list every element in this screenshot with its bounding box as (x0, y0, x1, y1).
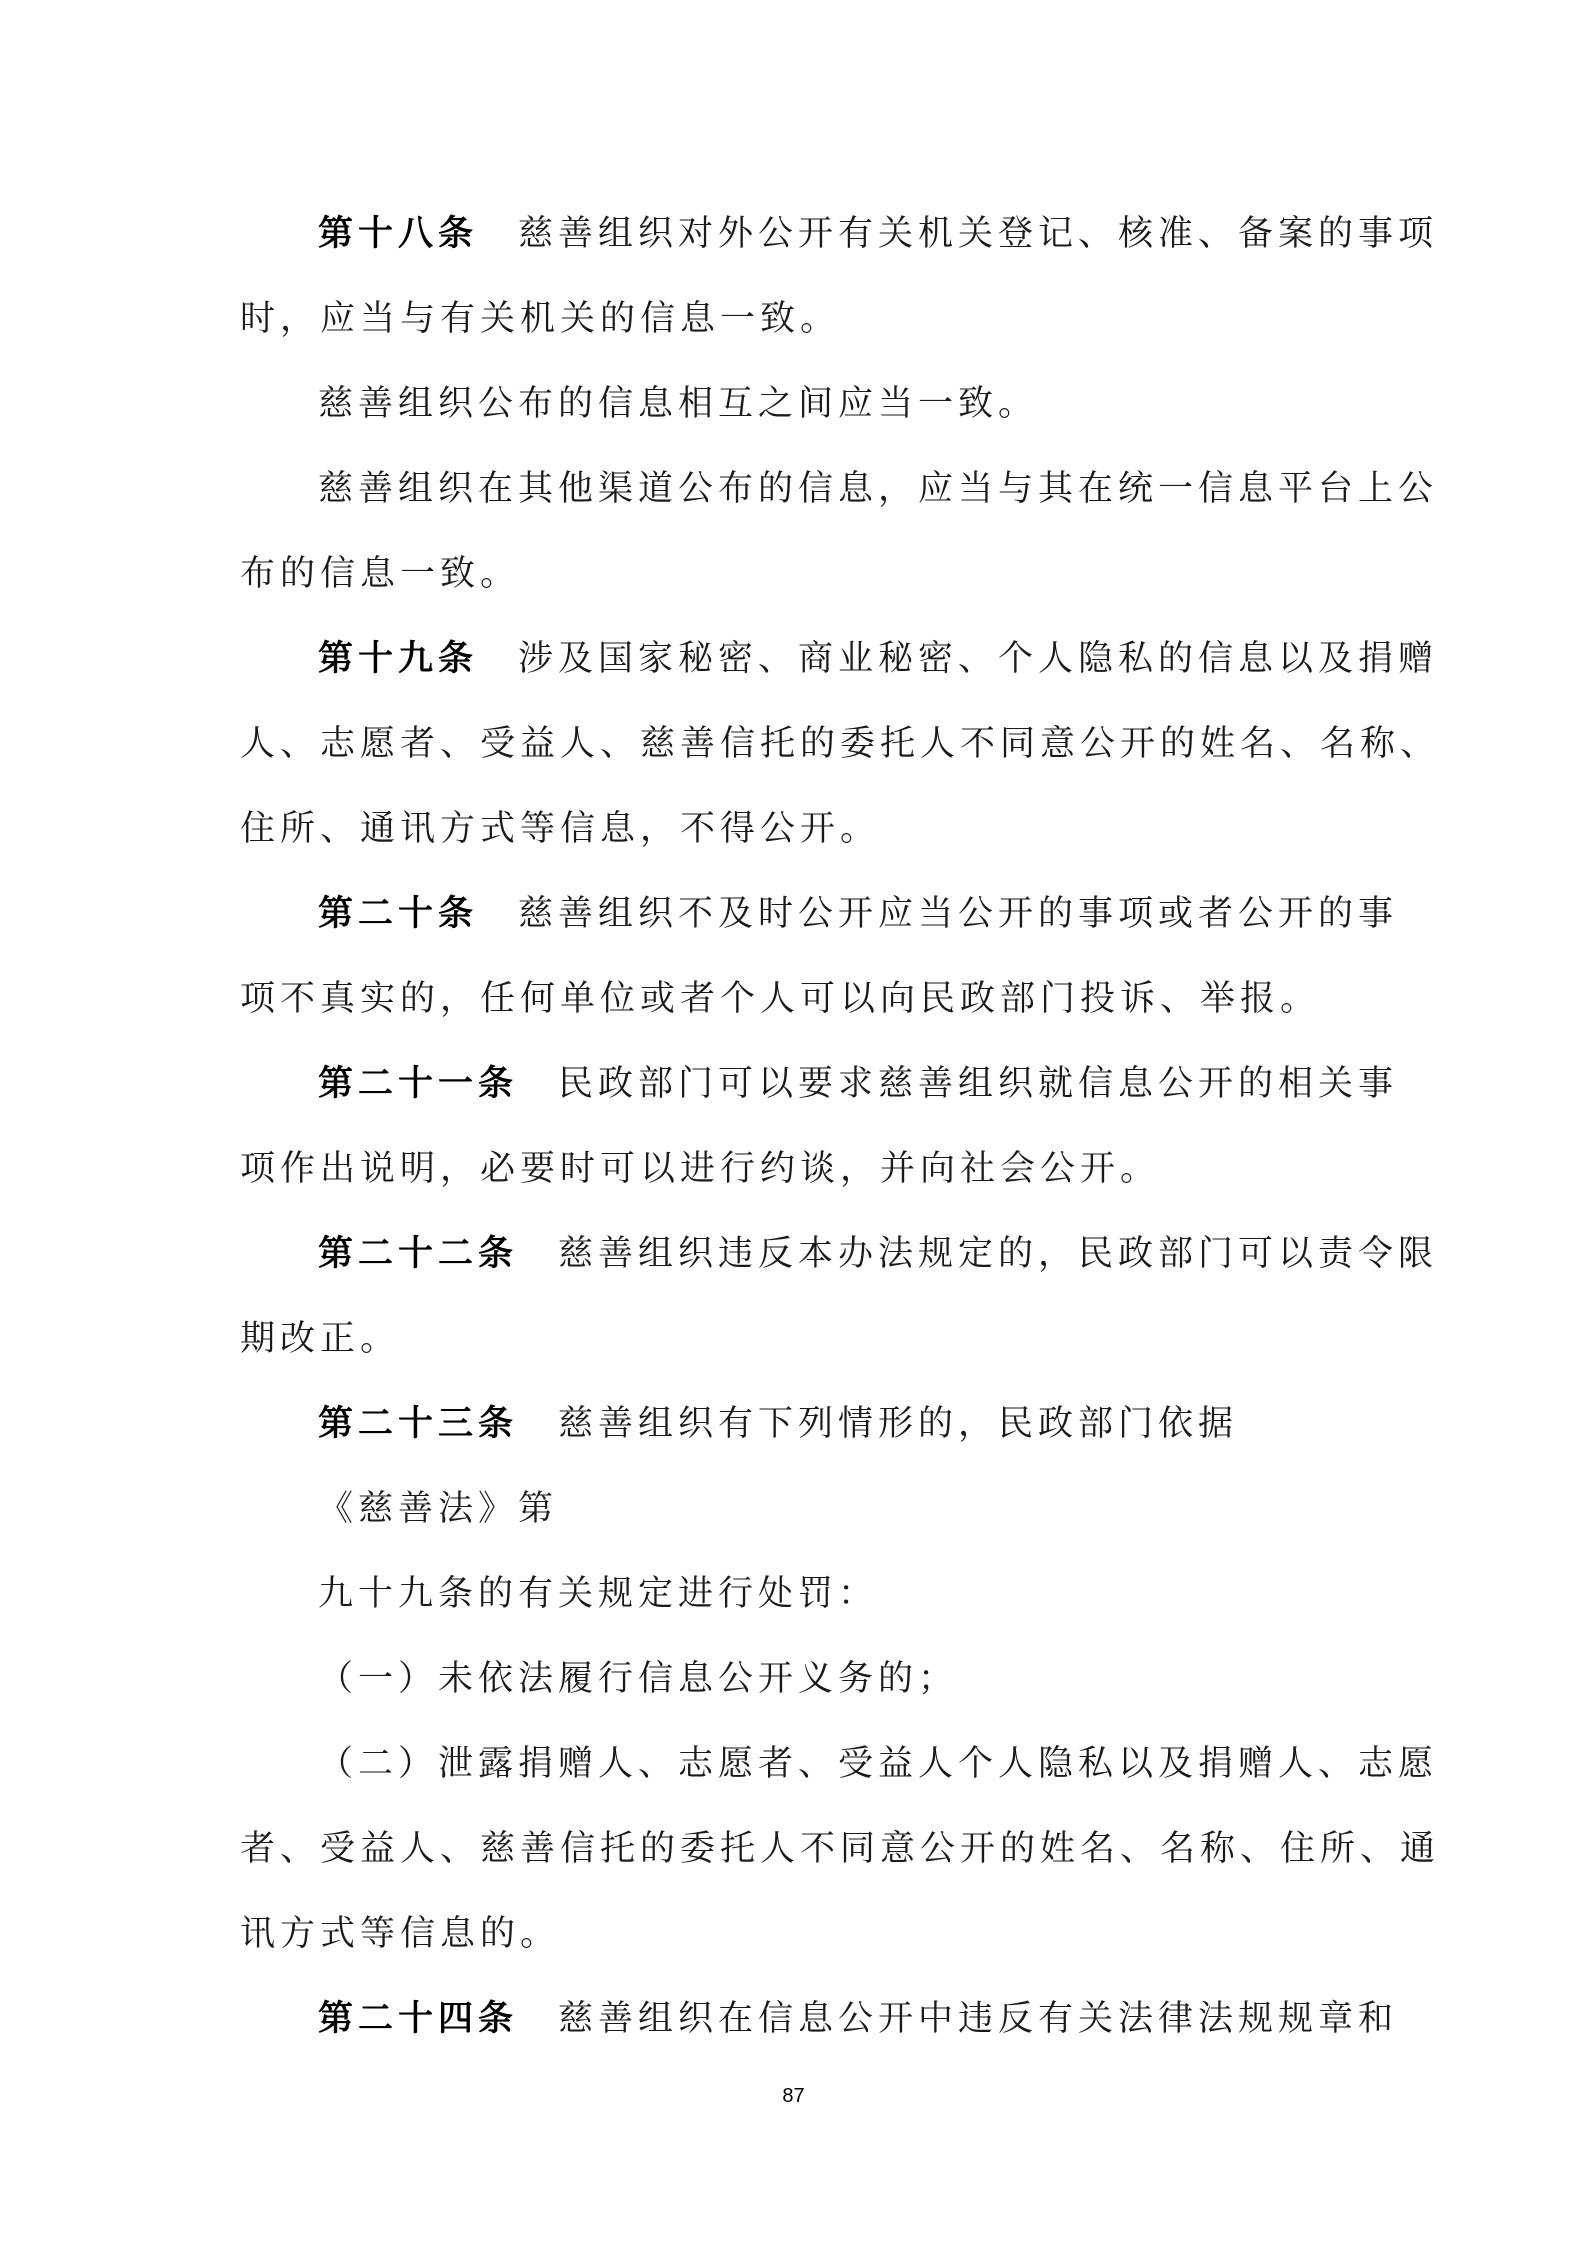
paragraph-line: 九十九条的有关规定进行处罚： (318, 1574, 879, 1614)
paragraph-line: 期改正。 (240, 1319, 401, 1359)
article-heading: 第十九条 (318, 639, 479, 679)
article-20-line-1 (318, 890, 1399, 938)
paragraph-line: 项不真实的，任何单位或者个人可以向民政部门投诉、举报。 (240, 979, 1321, 1019)
paragraph-text: 慈善组织在信息公开中违反有关法律法规规章和 (558, 1999, 1399, 2039)
list-item: （一）未依法履行信息公开义务的； (318, 1659, 959, 1699)
article-heading: 第二十二条 (318, 1234, 519, 1274)
paragraph-line: 讯方式等信息的。 (240, 1914, 561, 1954)
article-23-line-1 (318, 1400, 1350, 1448)
article-heading: 第二十三条 (318, 1404, 519, 1444)
paragraph-line: 《慈善法》第 (318, 1489, 559, 1529)
paragraph-text: 慈善组织违反本办法规定的，民政部门可以责令限 (558, 1234, 1439, 1274)
article-24-line-1 (318, 1995, 1399, 2043)
article-18-line-2: 时，应当与有关机关的信息一致。 (240, 299, 841, 339)
paragraph-text: 民政部门可以要求慈善组织就信息公开的相关事 (558, 1064, 1399, 1104)
page-number: 87 (782, 2085, 805, 2107)
paragraph-line: 住所、通讯方式等信息，不得公开。 (240, 809, 881, 849)
paragraph-line: 项作出说明，必要时可以进行约谈，并向社会公开。 (240, 1149, 1161, 1189)
list-item: （二）泄露捐赠人、志愿者、受益人个人隐私以及捐赠人、志愿 (318, 1744, 1439, 1784)
paragraph-line: 布的信息一致。 (240, 554, 521, 594)
paragraph-line: 慈善组织公布的信息相互之间应当一致。 (318, 384, 1039, 424)
article-19-line-1 (318, 635, 1439, 683)
article-heading: 第二十一条 (318, 1064, 519, 1104)
paragraph-text: 慈善组织不及时公开应当公开的事项或者公开的事 (518, 894, 1399, 934)
paragraph-line: 者、受益人、慈善信托的委托人不同意公开的姓名、名称、住所、通 (240, 1829, 1441, 1869)
article-heading: 第十八条 (318, 214, 479, 254)
paragraph-line: 慈善组织在其他渠道公布的信息，应当与其在统一信息平台上公 (318, 469, 1439, 509)
article-heading: 第二十条 (318, 894, 479, 934)
article-21-line-1 (318, 1060, 1399, 1108)
paragraph-text: 慈善组织有下列情形的，民政部门依据 (558, 1404, 1239, 1444)
article-18-line-1 (318, 210, 1439, 258)
paragraph-text: 涉及国家秘密、商业秘密、个人隐私的信息以及捐赠 (518, 639, 1439, 679)
paragraph-line: 人、志愿者、受益人、慈善信托的委托人不同意公开的姓名、名称、 (240, 724, 1441, 764)
article-22-line-1 (318, 1230, 1439, 1278)
paragraph-text: 慈善组织对外公开有关机关登记、核准、备案的事项 (518, 214, 1439, 254)
article-heading: 第二十四条 (318, 1999, 519, 2039)
